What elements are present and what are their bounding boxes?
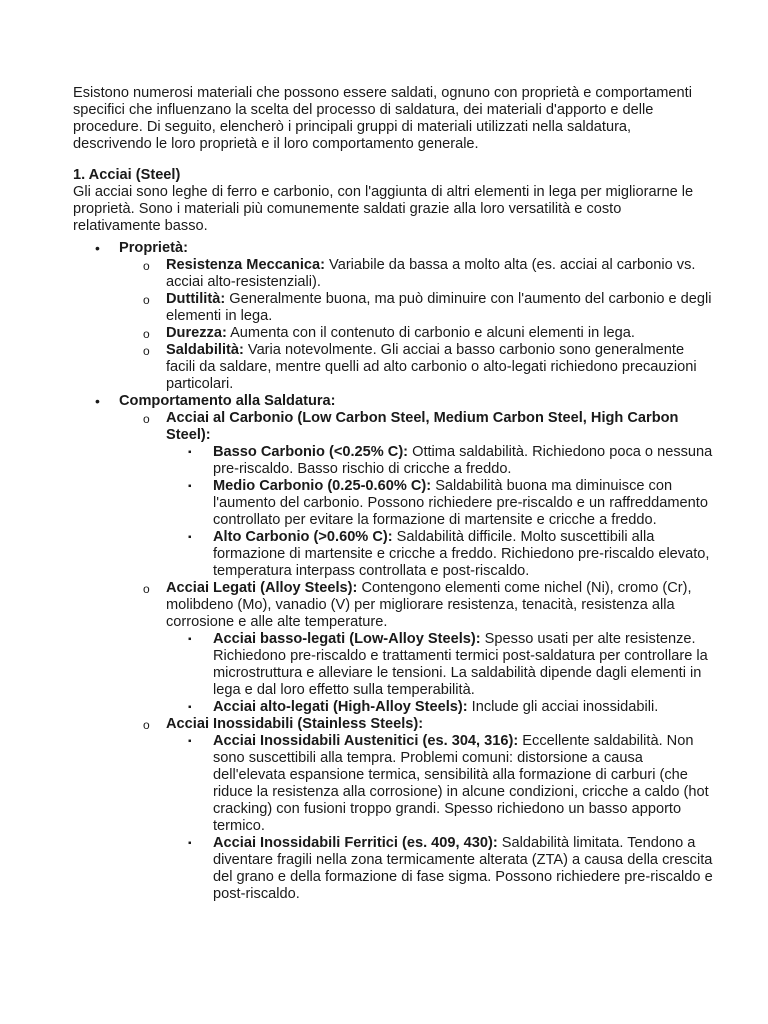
- section-intro: Gli acciai sono leghe di ferro e carbonio, con l'aggiunta di altri elementi in lega per migliorarne le proprietà. Sono i materiali più comunemente saldati grazie alla loro versatilità e costo relativamente basso.: [73, 184, 694, 234]
- list-item: [119, 325, 713, 342]
- item-label: Alto Carbonio (>0.60% C):: [213, 529, 393, 545]
- item-text: Eccellente saldabilità. Non sono suscettibili alla tempra. Problemi comuni: distorsione a causa dell'elevata espansione termica, sensibilità alla formazione di carburi (che riduce la resistenza alla corrosione) in alcune condizioni, cricche a caldo (hot cracking) con fusioni troppo grandi. Spesso richiedono un basso apporto termico.: [213, 733, 709, 834]
- item-label: Acciai al Carbonio (Low Carbon Steel, Medium Carbon Steel, High Carbon Steel):: [166, 410, 679, 443]
- item-label: Acciai alto-legati (High-Alloy Steels):: [213, 699, 468, 715]
- item-label: Saldabilità:: [166, 342, 244, 358]
- list-item: [119, 342, 713, 393]
- item-label: Acciai Legati (Alloy Steels):: [166, 580, 358, 596]
- list-item: [166, 631, 713, 699]
- list-item: [166, 444, 713, 478]
- item-text: Spesso usati per alte resistenze. Richiedono pre-riscaldo e trattamenti termici post-saldatura per controllare la microstruttura e alleviare le tensioni. La saldabilità dipende dagli elementi in lega e dal loro effetto sulla temperabilità.: [213, 631, 708, 698]
- sub-list: [166, 733, 713, 903]
- item-text: Saldabilità limitata. Tendono a diventare fragili nella zona termicamente alterata (ZTA) a causa della crescita del grano e della formazione di fase sigma. Possono richiedere pre-riscaldo e post-riscaldo.: [213, 835, 713, 902]
- item-text: Include gli acciai inossidabili.: [467, 699, 659, 715]
- sub-list: [166, 631, 713, 716]
- item-text: Ottima saldabilità. Richiedono poca o nessuna pre-riscaldo. Basso rischio di cricche a freddo.: [213, 444, 713, 477]
- list-marker: o: [143, 293, 150, 307]
- list-item: [166, 733, 713, 835]
- list-marker: ▪: [188, 447, 192, 458]
- behavior-list: [119, 410, 713, 903]
- sub-list: [166, 444, 713, 580]
- item-text: Generalmente buona, ma può diminuire con l'aumento del carbonio e degli elementi in lega.: [166, 291, 712, 324]
- properties-title: Proprietà:: [119, 240, 188, 256]
- list-marker: ▪: [188, 702, 192, 713]
- bullet-marker: •: [95, 393, 100, 409]
- item-label: Duttilità:: [166, 291, 226, 307]
- list-marker: ▪: [188, 481, 192, 492]
- item-text: Saldabilità buona ma diminuisce con l'aumento del carbonio. Possono richiedere pre-riscaldo e un raffreddamento controllato per evitare la formazione di martensite e cricche a freddo.: [213, 478, 708, 528]
- item-label: Acciai Inossidabili Ferritici (es. 409, 430):: [213, 835, 498, 851]
- list-marker: o: [143, 259, 150, 273]
- list-item: [166, 835, 713, 903]
- list-item: [166, 699, 713, 716]
- properties-list: [119, 257, 713, 393]
- bullet-marker: •: [95, 240, 100, 256]
- list-item-behavior: [73, 393, 713, 903]
- list-marker: o: [143, 344, 150, 358]
- item-text: Contengono elementi come nichel (Ni), cromo (Cr), molibdeno (Mo), vanadio (V) per migliorare resistenza, tenacità, resistenza alla corrosione e alle alte temperature.: [166, 580, 692, 630]
- list-item: [119, 291, 713, 325]
- item-label: Acciai Inossidabili (Stainless Steels):: [166, 716, 424, 732]
- list-item: [166, 529, 713, 580]
- list-marker: ▪: [188, 736, 192, 747]
- item-text: Saldabilità difficile. Molto suscettibili alla formazione di martensite e cricche a freddo. Richiedono pre-riscaldo elevato, temperatura interpass controllata e post-riscaldo.: [213, 529, 710, 579]
- item-text: Aumenta con il contenuto di carbonio e alcuni elementi in lega.: [226, 325, 635, 341]
- list-marker: ▪: [188, 838, 192, 849]
- section-heading: 1. Acciai (Steel): [73, 167, 181, 183]
- intro-paragraph: Esistono numerosi materiali che possono essere saldati, ognuno con proprietà e comportamenti specifici che influenzano la scelta del processo di saldatura, dei materiali d'apporto e delle procedure. Di seguito, elencherò i principali gruppi di materiali utilizzati nella saldatura, descrivendo le loro proprietà e il loro comportamento generale.: [73, 85, 692, 152]
- list-item: [119, 410, 713, 580]
- item-label: Basso Carbonio (<0.25% C):: [213, 444, 409, 460]
- item-label: Resistenza Meccanica:: [166, 257, 325, 273]
- item-label: Acciai Inossidabili Austenitici (es. 304, 316):: [213, 733, 519, 749]
- list-marker: o: [143, 327, 150, 341]
- behavior-title: Comportamento alla Saldatura:: [119, 393, 336, 409]
- list-item: [119, 716, 713, 903]
- list-marker: ▪: [188, 532, 192, 543]
- list-item-properties: [73, 240, 713, 393]
- item-label: Acciai basso-legati (Low-Alloy Steels):: [213, 631, 481, 647]
- list-marker: ▪: [188, 634, 192, 645]
- item-label: Durezza:: [166, 325, 227, 341]
- main-list: [73, 240, 713, 903]
- item-text: Variabile da bassa a molto alta (es. acciai al carbonio vs. acciai alto-resistenziali).: [166, 257, 696, 290]
- list-item: [166, 478, 713, 529]
- list-marker: o: [143, 718, 150, 732]
- list-item: [119, 257, 713, 291]
- list-marker: o: [143, 582, 150, 596]
- section-steel: [73, 167, 713, 903]
- item-label: Medio Carbonio (0.25-0.60% C):: [213, 478, 432, 494]
- item-text: Varia notevolmente. Gli acciai a basso carbonio sono generalmente facili da saldare, mentre quelli ad alto carbonio o alto-legati richiedono precauzioni particolari.: [166, 342, 697, 392]
- list-item: [119, 580, 713, 716]
- list-marker: o: [143, 412, 150, 426]
